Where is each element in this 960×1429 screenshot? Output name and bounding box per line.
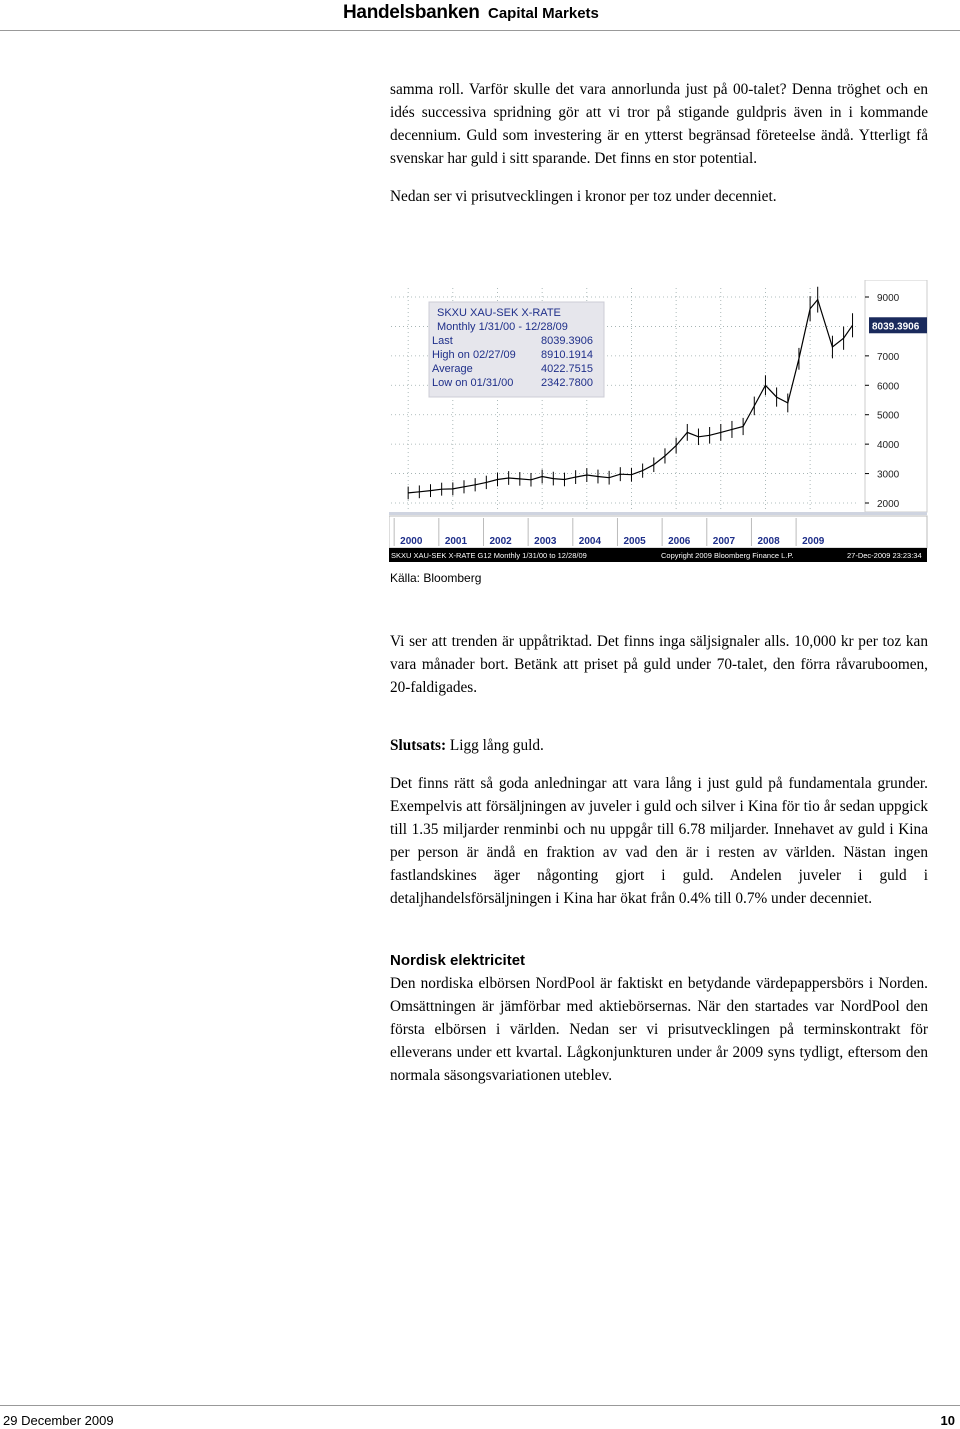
x-tick-label: 2000 <box>400 536 423 547</box>
x-tick-label: 2006 <box>668 536 691 547</box>
intro-text <box>390 78 928 208</box>
y-tick-label: 3000 <box>877 469 900 481</box>
legend-row-value: 8039.3906 <box>541 335 593 347</box>
x-tick-label: 2002 <box>489 536 512 547</box>
y-tick-label: 9000 <box>877 293 900 304</box>
paragraph-intro: samma roll. Varför skulle det vara annorlunda just på 00-talet? Denna tröghet och en idés successiva spridning gör att vi tror på stigande guldpris även in i kommande decennium. Guld som investering är en ytterst begränsad företeelse ändå. Ytterligt få svenskar har guld i sitt sparande. Det finns en stor potential. <box>390 81 928 167</box>
y-tick-label: 7000 <box>877 351 900 363</box>
gold-price-chart <box>389 280 929 564</box>
x-tick-label: 2009 <box>802 536 825 547</box>
x-tick-label: 2004 <box>578 536 602 547</box>
x-tick-label: 2003 <box>534 536 557 547</box>
chart-footer-left: SKXU XAU-SEK X-RATE G12 Monthly 1/31/00 to 12/28/09 <box>391 551 587 560</box>
chart-footer-center: Copyright 2009 Bloomberg Finance L.P. <box>661 551 794 560</box>
x-tick-label: 2001 <box>444 536 468 547</box>
legend-row-label: Low on 01/31/00 <box>432 377 514 389</box>
brand-logo <box>343 2 599 24</box>
legend-period: Monthly 1/31/00 - 12/28/09 <box>437 321 568 333</box>
brand-name: Handelsbanken <box>343 2 480 23</box>
footer-date: 29 December 2009 <box>3 1413 114 1428</box>
analysis-text <box>390 630 928 1087</box>
paragraph-trend: Vi ser att trenden är uppåtriktad. Det finns inga säljsignaler alls. 10,000 kr per toz kan vara månader bort. Betänk att priset på guld under 70-talet, den förra råvaruboomen, 20-faldigades. <box>390 633 928 696</box>
y-tick-label: 6000 <box>877 381 900 393</box>
footer-rule <box>0 1405 960 1406</box>
legend-row-value: 2342.7800 <box>541 377 593 389</box>
x-tick-label: 2008 <box>757 536 780 547</box>
legend-row-value: 4022.7515 <box>541 363 593 375</box>
brand-subtitle: Capital Markets <box>488 5 599 22</box>
x-axis-band <box>389 516 927 548</box>
paragraph-gold-china: Det finns rätt så goda anledningar att vara lång i just guld på fundamentala grunder. Exempelvis att försäljningen av juveler i guld och silver i Kina för tio år sedan uppgick till 1.35 miljarder renminbi och nu uppgår till 6.78 miljarder. Innehavet av guld i Kina per person är ändå en fraktion av vad den är i resten av världen. Nästan ingen fastlandskines äger någonting gjort i guld. Andelen juveler i guld i detaljhandelsförsäljningen i Kina har ökat från 0.4% till 0.7% under decenniet. <box>390 775 928 907</box>
paragraph-electricity: Den nordiska elbörsen NordPool är faktiskt en betydande värdepappersbörs i Norden. Omsättningen är jämförbar med aktiebörsernas. När den startades var NordPool den första elbörsen i världen. Nedan ser vi prisutvecklingen på terminskontrakt för elleverans under ett kvartal. Lågkonjunkturen under år 2009 syns tydligt, eftersom den normala säsongsvariationen uteblev. <box>390 975 928 1084</box>
y-tick-label-last: 8039.3906 <box>872 321 920 333</box>
y-tick-label: 2000 <box>877 499 900 510</box>
chart-svg <box>389 280 929 564</box>
legend-row-label: High on 02/27/09 <box>432 349 516 361</box>
conclusion <box>390 734 928 757</box>
x-axis-top-band <box>389 512 927 515</box>
legend-row-label: Last <box>432 335 453 347</box>
x-tick-label: 2007 <box>712 536 736 547</box>
section-heading-electricity: Nordisk elektricitet <box>390 952 526 969</box>
page-number: 10 <box>940 1413 955 1428</box>
chart-source-caption: Källa: Bloomberg <box>390 571 482 585</box>
legend-row-value: 8910.1914 <box>541 349 593 361</box>
page-header <box>0 0 960 30</box>
header-rule <box>0 30 960 31</box>
y-tick-label: 5000 <box>877 410 900 422</box>
conclusion-text: Ligg lång guld. <box>446 737 544 754</box>
y-tick-label: 4000 <box>877 440 900 452</box>
paragraph-chart-intro: Nedan ser vi prisutvecklingen i kronor per toz under decenniet. <box>390 188 777 205</box>
legend-title: SKXU XAU-SEK X-RATE <box>437 307 561 319</box>
legend-row-label: Average <box>432 363 473 375</box>
conclusion-label: Slutsats: <box>390 737 447 754</box>
x-tick-label: 2005 <box>623 536 646 547</box>
chart-footer-right: 27-Dec-2009 23:23:34 <box>847 551 922 560</box>
